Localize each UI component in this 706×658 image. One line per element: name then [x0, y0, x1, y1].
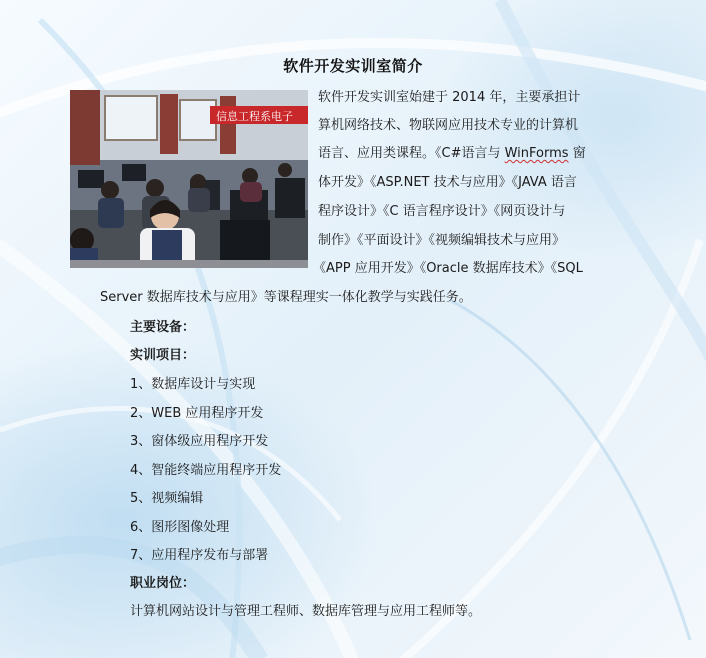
intro-line: 程序设计》《C 语言程序设计》《网页设计与: [318, 204, 566, 219]
intro-line: Server 数据库技术与应用》等课程理实一体化教学与实践任务。: [100, 290, 472, 305]
spellcheck-word: WinForms: [504, 146, 569, 161]
intro-line: 算机网络技术、物联网应用技术专业的计算机: [318, 118, 579, 133]
list-item: 2、WEB 应用程序开发: [130, 406, 264, 421]
equipment-label: 主要设备：: [130, 320, 196, 335]
list-item: 1、数据库设计与实现: [130, 377, 256, 392]
intro-line: [318, 144, 586, 163]
career-label: 职业岗位：: [130, 576, 196, 591]
page-title: 软件开发实训室简介: [283, 57, 423, 75]
intro-line: 体开发》《ASP.NET 技术与应用》《JAVA 语言: [318, 175, 577, 190]
projects-label: 实训项目：: [130, 348, 196, 363]
list-item: 3、窗体级应用程序开发: [130, 434, 269, 449]
career-text: 计算机网站设计与管理工程师、数据库管理与应用工程师等。: [130, 604, 482, 619]
list-item: 5、视频编辑: [130, 491, 204, 506]
intro-line: 软件开发实训室始建于 2014 年，主要承担计: [318, 90, 581, 105]
list-item: 6、图形图像处理: [130, 520, 230, 535]
intro-line: 制作》《平面设计》《视频编辑技术与应用》: [318, 233, 566, 248]
list-item: 4、智能终端应用程序开发: [130, 463, 282, 478]
intro-line: 《APP 应用开发》《Oracle 数据库技术》《SQL: [313, 261, 583, 276]
photo-banner-text: 信息工程系电子: [216, 110, 293, 123]
classroom-photo: [70, 90, 308, 268]
intro-line-text: 语言、应用类课程。《C#语言与 WinForms 窗: [318, 146, 586, 161]
list-item: 7、应用程序发布与部署: [130, 548, 269, 563]
